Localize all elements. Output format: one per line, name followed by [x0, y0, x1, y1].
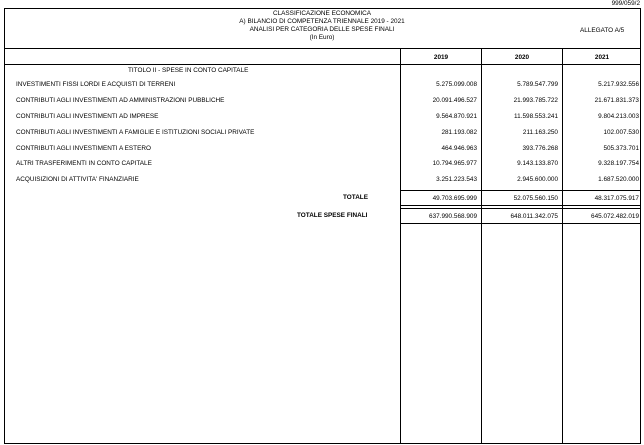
tsf-value-2019: 637.990.568.909 [429, 213, 477, 220]
row-value-2020: 393.776.268 [522, 145, 558, 152]
row-label: INVESTIMENTI FISSI LORDI E ACQUISTI DI TERRENI [16, 81, 176, 88]
row-value-2019: 10.794.965.977 [432, 160, 477, 167]
header-line-3: ANALISI PER CATEGORIA DELLE SPESE FINALI [249, 26, 395, 33]
col-divider-1 [400, 48, 401, 444]
row-value-2019: 9.564.870.921 [436, 113, 477, 120]
col-header-2020: 2020 [514, 54, 530, 61]
totale-bottom-rule-2 [400, 208, 641, 209]
row-label: CONTRIBUTI AGLI INVESTIMENTI AD IMPRESE [16, 113, 159, 120]
totale-value-2021: 48.317.075.917 [594, 195, 639, 202]
row-label: CONTRIBUTI AGLI INVESTIMENTI A ESTERO [16, 145, 151, 152]
document-code: 999/059/2 [611, 0, 640, 7]
totale-label: TOTALE [343, 194, 368, 201]
row-value-2020: 5.789.547.799 [517, 81, 558, 88]
totale-spese-finali-label: TOTALE SPESE FINALI [297, 212, 368, 219]
table-frame [4, 8, 641, 444]
row-value-2019: 20.091.496.527 [432, 97, 477, 104]
col-header-2019: 2019 [433, 54, 449, 61]
col-header-2021: 2021 [594, 54, 610, 61]
row-value-2019: 3.251.223.543 [436, 176, 477, 183]
header-line-1: CLASSIFICAZIONE ECONOMICA [272, 10, 371, 17]
row-label: CONTRIBUTI AGLI INVESTIMENTI A FAMIGLIE E ISTITUZIONI SOCIALI PRIVATE [16, 129, 255, 136]
row-label: ACQUISIZIONI DI ATTIVITA' FINANZIARIE [16, 176, 139, 183]
row-value-2020: 9.143.133.870 [517, 160, 558, 167]
row-value-2020: 211.163.250 [522, 129, 558, 136]
row-value-2021: 102.007.530 [603, 129, 639, 136]
header-title [222, 10, 422, 42]
header-line-2: A) BILANCIO DI COMPETENZA TRIENNALE 2019 - 2021 [239, 18, 405, 25]
row-value-2021: 9.328.197.754 [598, 160, 639, 167]
col-divider-2 [481, 48, 482, 444]
section-title: TITOLO II - SPESE IN CONTO CAPITALE [128, 67, 249, 74]
row-value-2020: 21.993.785.722 [513, 97, 558, 104]
column-header-divider [4, 64, 641, 65]
tsf-value-2020: 648.011.342.075 [510, 213, 558, 220]
totale-bottom-rule-1 [400, 205, 641, 206]
allegato-label: ALLEGATO A/5 [580, 27, 625, 34]
row-value-2021: 505.373.701 [603, 145, 639, 152]
row-value-2021: 5.217.932.556 [598, 81, 639, 88]
col-divider-3 [562, 48, 563, 444]
row-value-2020: 2.945.600.000 [517, 176, 558, 183]
row-label: ALTRI TRASFERIMENTI IN CONTO CAPITALE [16, 160, 152, 167]
header-line-4: (In Euro) [309, 34, 335, 41]
row-value-2020: 11.598.553.241 [514, 113, 558, 120]
row-label: CONTRIBUTI AGLI INVESTIMENTI AD AMMINISTRAZIONI PUBBLICHE [16, 97, 225, 104]
row-value-2019: 5.275.099.008 [436, 81, 477, 88]
totale-value-2019: 49.703.695.999 [432, 195, 477, 202]
tsf-value-2021: 645.072.482.019 [591, 213, 639, 220]
row-value-2021: 1.687.520.000 [598, 176, 639, 183]
row-value-2021: 9.804.213.003 [598, 113, 639, 120]
row-value-2019: 464.946.963 [441, 145, 477, 152]
row-value-2021: 21.671.831.373 [594, 97, 639, 104]
totale-top-rule [400, 190, 641, 191]
header-divider [4, 48, 641, 49]
tsf-bottom-rule [400, 223, 641, 224]
row-value-2019: 281.193.082 [441, 129, 477, 136]
totale-value-2020: 52.075.560.150 [513, 195, 558, 202]
